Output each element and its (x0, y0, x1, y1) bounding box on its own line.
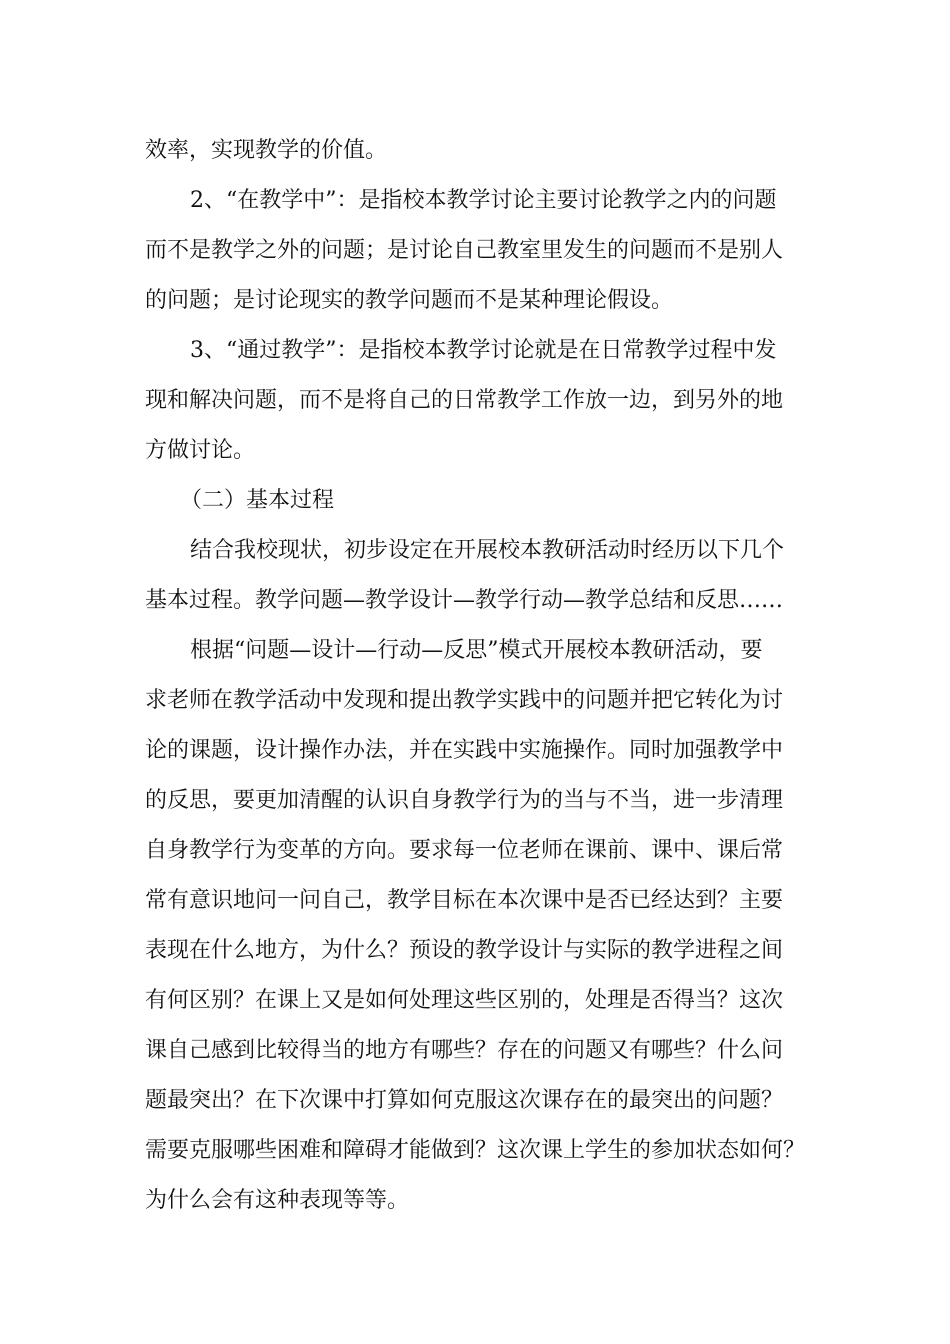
text-line: 现和解决问题，而不是将自己的日常教学工作放一边，到另外的地 (145, 388, 784, 413)
text-line: 表现在什么地方，为什么？预设的教学设计与实际的教学进程之间 (145, 938, 784, 963)
text-line: 课自己感到比较得当的地方有哪些？存在的问题又有哪些？什么问 (145, 1038, 784, 1063)
text-line: 的问题；是讨论现实的教学问题而不是某种理论假设。 (145, 288, 674, 313)
text-line: 有何区别？在课上又是如何处理这些区别的，处理是否得当？这次 (145, 988, 784, 1013)
text-line: 求老师在教学活动中发现和提出教学实践中的问题并把它转化为讨 (145, 688, 784, 713)
text-line: 常有意识地问一问自己，教学目标在本次课中是否已经达到？主要 (145, 888, 784, 913)
text-line: 2、“在教学中”：是指校本教学讨论主要讨论教学之内的问题 (190, 188, 777, 213)
text-line: 根据“问题—设计—行动—反思”模式开展校本教研活动，要 (190, 638, 763, 663)
text-line: 基本过程。教学问题—教学设计—教学行动—教学总结和反思…… (145, 588, 784, 613)
text-line: 自身教学行为变革的方向。要求每一位老师在课前、课中、课后常 (145, 838, 784, 863)
section-heading: （二）基本过程 (180, 488, 335, 513)
text-line: 的反思，要更加清醒的认识自身教学行为的当与不当，进一步清理 (145, 788, 784, 813)
text-line: 为什么会有这种表现等等。 (145, 1188, 410, 1213)
text-line: 论的课题，设计操作办法，并在实践中实施操作。同时加强教学中 (145, 738, 784, 763)
text-line: 题最突出？在下次课中打算如何克服这次课存在的最突出的问题？ (145, 1088, 784, 1113)
text-line: 结合我校现状，初步设定在开展校本教研活动时经历以下几个 (190, 538, 785, 563)
text-line: 方做讨论。 (145, 438, 256, 463)
text-line: 3、“通过教学”：是指校本教学讨论就是在日常教学过程中发 (190, 338, 777, 363)
text-line: 而不是教学之外的问题；是讨论自己教室里发生的问题而不是别人 (145, 238, 784, 263)
text-line: 需要克服哪些困难和障碍才能做到？这次课上学生的参加状态如何？ (145, 1138, 805, 1163)
text-line: 效率，实现教学的价值。 (145, 138, 388, 163)
